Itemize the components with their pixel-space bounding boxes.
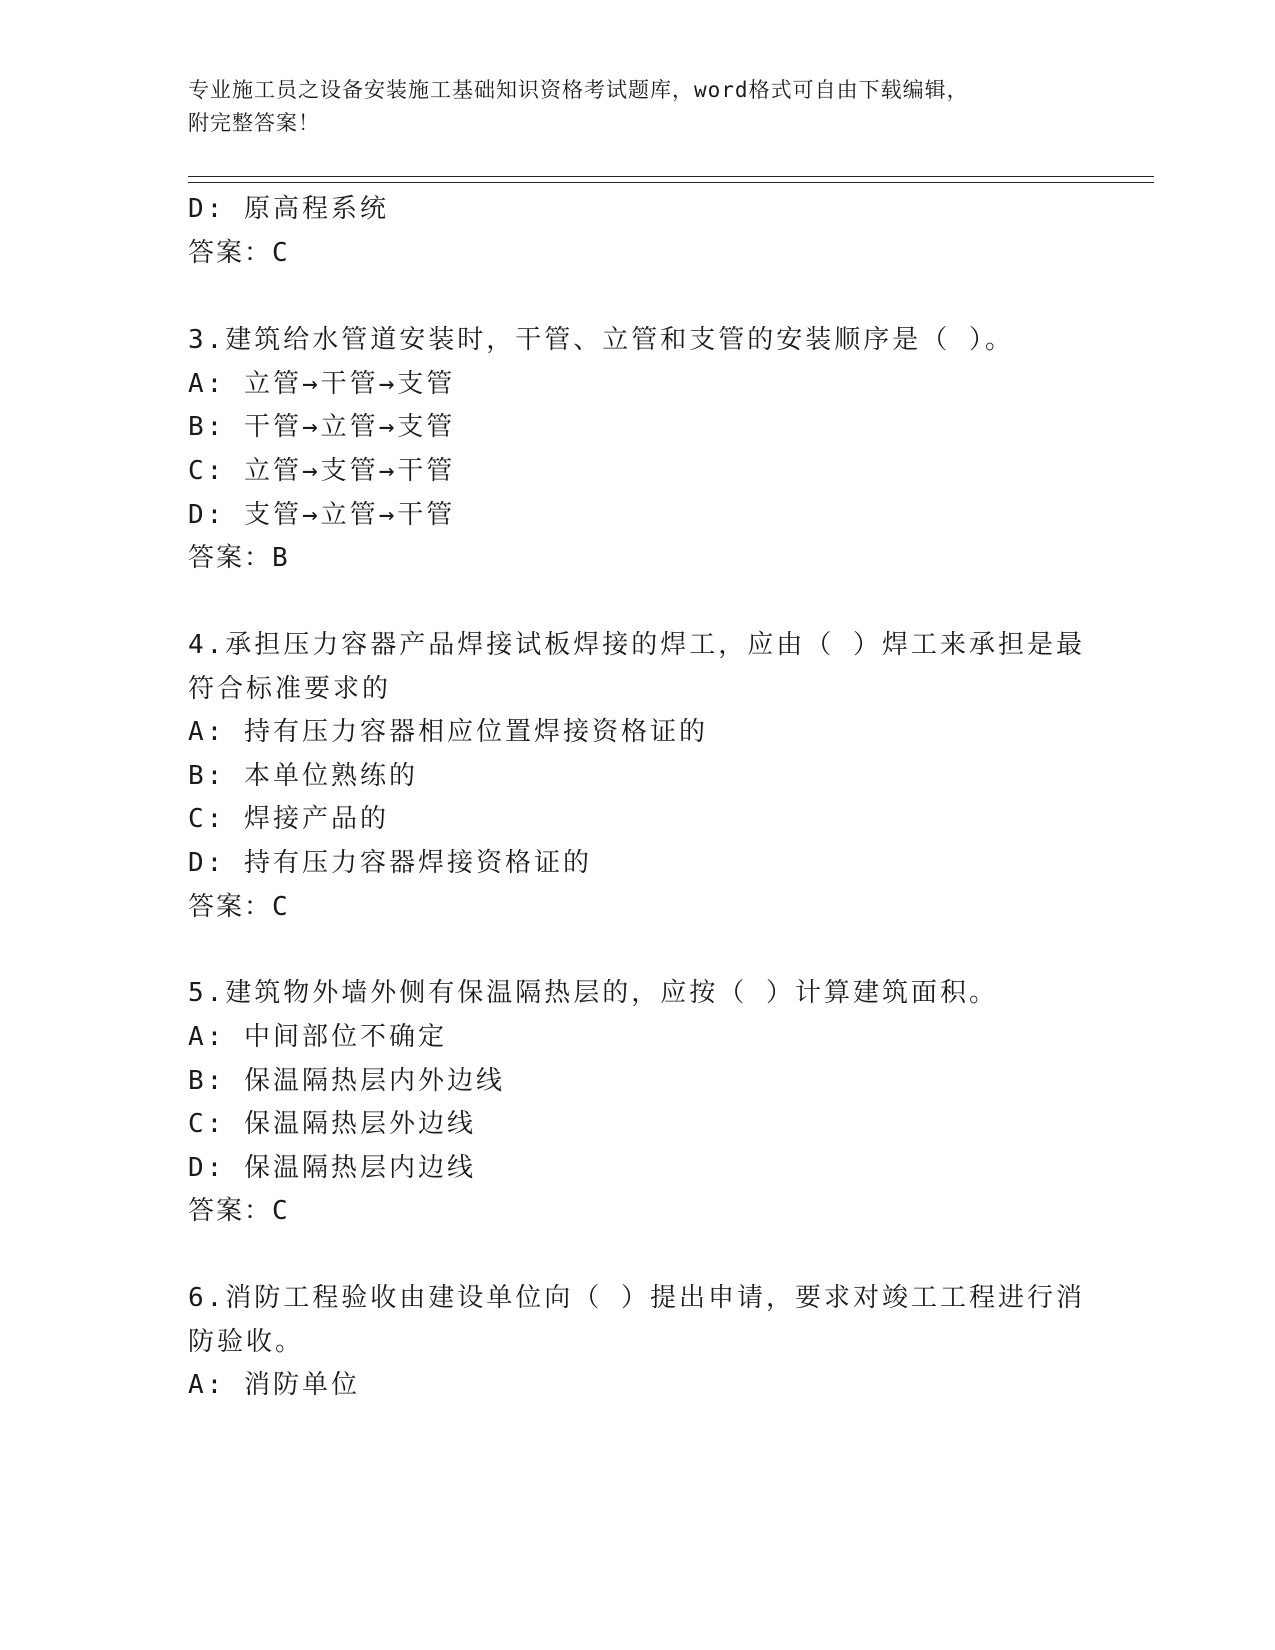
option-d-q5: D: 保温隔热层内边线 <box>188 1153 476 1183</box>
answer-q2: 答案：C <box>188 238 290 268</box>
option-d-q4: D: 持有压力容器焊接资格证的 <box>188 848 592 878</box>
header-line-1: 专业施工员之设备安装施工基础知识资格考试题库，word格式可自由下载编辑， <box>188 78 969 102</box>
header-line-2: 附完整答案！ <box>188 111 320 135</box>
option-b-q4: B: 本单位熟练的 <box>188 761 418 791</box>
option-c-q4: C: 焊接产品的 <box>188 804 389 834</box>
option-a-q4: A: 持有压力容器相应位置焊接资格证的 <box>188 717 708 747</box>
question-4-line-1: 4.承担压力容器产品焊接试板焊接的焊工，应由（ ）焊工来承担是最 <box>188 630 1085 660</box>
option-b-q3: B: 干管→立管→支管 <box>188 412 456 442</box>
question-5: 5.建筑物外墙外侧有保温隔热层的，应按（ ）计算建筑面积。 <box>188 978 998 1008</box>
question-6-line-1: 6.消防工程验收由建设单位向（ ）提出申请，要求对竣工工程进行消 <box>188 1283 1085 1313</box>
option-a-q3: A: 立管→干管→支管 <box>188 369 456 399</box>
document-header <box>188 74 1088 140</box>
answer-q4: 答案：C <box>188 892 290 922</box>
question-6-line-2: 防验收。 <box>188 1327 305 1357</box>
header-divider-bottom <box>188 182 1154 183</box>
answer-q5: 答案：C <box>188 1196 290 1226</box>
header-divider-top <box>188 176 1154 177</box>
option-d-q3: D: 支管→立管→干管 <box>188 500 456 530</box>
option-c-q5: C: 保温隔热层外边线 <box>188 1109 476 1139</box>
question-3: 3.建筑给水管道安装时，干管、立管和支管的安装顺序是（ ）。 <box>188 325 1014 355</box>
answer-q3: 答案：B <box>188 543 290 573</box>
option-c-q3: C: 立管→支管→干管 <box>188 456 456 486</box>
question-4-line-2: 符合标准要求的 <box>188 674 392 704</box>
option-a-q6: A: 消防单位 <box>188 1370 360 1400</box>
option-d-q2: D: 原高程系统 <box>188 194 389 224</box>
option-a-q5: A: 中间部位不确定 <box>188 1022 447 1052</box>
option-b-q5: B: 保温隔热层内外边线 <box>188 1066 505 1096</box>
